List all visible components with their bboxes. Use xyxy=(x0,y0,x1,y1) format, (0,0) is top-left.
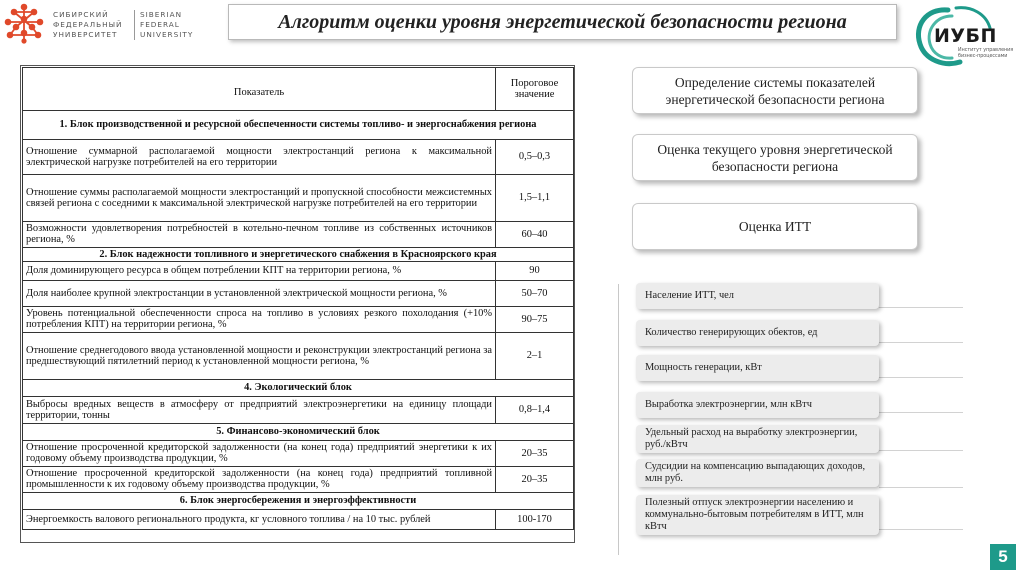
connector-line xyxy=(879,529,963,530)
sfu-name-ru: СИБИРСКИЙ ФЕДЕРАЛЬНЫЙ УНИВЕРСИТЕТ xyxy=(53,10,123,39)
row-value: 60–40 xyxy=(496,222,574,248)
slide-title-box xyxy=(228,4,897,40)
itt-item-generation-capacity xyxy=(636,355,879,381)
row-label: Энергоемкость валового регионального продукта, кг условного топлива / на 10 тыс. рублей xyxy=(23,509,496,529)
step-label: Оценка текущего уровня энергетической безопасности региона xyxy=(657,141,893,174)
row-value: 100-170 xyxy=(496,509,574,529)
page-number: 5 xyxy=(990,544,1016,570)
row-value: 20–35 xyxy=(496,466,574,492)
section-title: 2. Блок надежности топливного и энергетического снабжения в Красноярского края xyxy=(23,247,574,261)
itt-item-label: Судсидии на компенсацию выпадающих доходов, млн руб. xyxy=(645,461,866,484)
itt-item-generating-objects xyxy=(636,320,879,346)
table-section-row xyxy=(23,423,574,440)
itt-item-label: Удельный расход на выработку электроэнергии, руб./кВтч xyxy=(645,427,858,450)
itt-item-population xyxy=(636,283,879,309)
iubp-name: ИУБП xyxy=(934,25,997,47)
row-label: Отношение просроченной кредиторской задолженности (на конец года) предприятий топливной промышленности к их годовому объему производства продукции, % xyxy=(23,466,496,492)
table-section-row xyxy=(23,379,574,396)
itt-item-label: Количество генерирующих обектов, ед xyxy=(645,327,818,338)
table-row xyxy=(23,261,574,280)
section-title: 1. Блок производственной и ресурсной обеспеченности системы топливо- и энергоснабжения региона xyxy=(23,111,574,140)
header-threshold: Пороговое значение xyxy=(496,68,574,111)
itt-item-label: Полезный отпуск электроэнергии населению и коммунально-бытовым потребителям в ИТТ, млн кВтч xyxy=(645,497,864,532)
table-row xyxy=(23,509,574,529)
sfu-logo xyxy=(2,2,202,44)
row-value: 0,8–1,4 xyxy=(496,396,574,423)
step-label: Определение системы показателей энергетической безопасности региона xyxy=(665,74,885,107)
row-label: Отношение просроченной кредиторской задолженности (на конец года) предприятий энергетики к их годовому объему производства продукции, % xyxy=(23,440,496,466)
itt-item-useful-supply xyxy=(636,495,879,535)
itt-item-label: Выработка электроэнергии, млн кВтч xyxy=(645,399,812,410)
row-label: Отношение суммарной располагаемой мощности электростанций региона к максимальной электрической нагрузке потребителей на его территории xyxy=(23,140,496,175)
table-row xyxy=(23,466,574,492)
table-section-row xyxy=(23,492,574,509)
sfu-name-en: SIBERIAN FEDERAL UNIVERSITY xyxy=(140,10,194,39)
step-box-itt-assessment xyxy=(632,203,918,250)
section-title: 4. Экологический блок xyxy=(23,379,574,396)
row-value: 2–1 xyxy=(496,332,574,379)
step-label: Оценка ИТТ xyxy=(738,219,812,234)
connector-line xyxy=(879,307,963,308)
connector-line xyxy=(618,284,619,555)
connector-line xyxy=(879,412,963,413)
row-label: Отношение суммы располагаемой мощности электростанций и пропускной способности межсистемных связей региона с соседними к максимальной электрической нагрузке потребителей на его территории xyxy=(23,175,496,222)
table-section-row xyxy=(23,111,574,140)
row-value: 90–75 xyxy=(496,306,574,332)
section-title: 5. Финансово-экономический блок xyxy=(23,423,574,440)
table-row xyxy=(23,140,574,175)
table-row xyxy=(23,396,574,423)
logo-divider xyxy=(134,10,135,40)
table-row xyxy=(23,440,574,466)
indicator-table xyxy=(22,67,574,530)
itt-item-specific-cost xyxy=(636,425,879,453)
table-row xyxy=(23,222,574,248)
slide-title: Алгоритм оценки уровня энергетической безопасности региона xyxy=(278,10,847,33)
row-value: 50–70 xyxy=(496,280,574,306)
row-label: Отношение среднегодового ввода установленной мощности и реконструкции электростанций региона за предшествующий пятилетний период к установленной мощности региона, % xyxy=(23,332,496,379)
table-section-row xyxy=(23,247,574,261)
section-title: 6. Блок энергосбережения и энергоэффективности xyxy=(23,492,574,509)
row-label: Возможности удовлетворения потребностей в котельно-печном топливе из собственных источников региона, % xyxy=(23,222,496,248)
itt-item-subsidies xyxy=(636,459,879,487)
row-label: Доля доминирующего ресурса в общем потреблении КПТ на территории региона, % xyxy=(23,261,496,280)
itt-item-label: Население ИТТ, чел xyxy=(645,290,734,301)
iubp-logo xyxy=(912,4,1024,70)
row-label: Уровень потенциальной обеспеченности спроса на топливо в условиях резкого похолодания (+10% потребления КПТ) на территории региона, % xyxy=(23,306,496,332)
itt-item-electricity-output xyxy=(636,392,879,418)
iubp-subtitle: Институт управления бизнес-процессами xyxy=(958,48,1014,59)
row-value: 1,5–1,1 xyxy=(496,175,574,222)
connector-line xyxy=(879,342,963,343)
step-box-assess-level xyxy=(632,134,918,181)
row-value: 0,5–0,3 xyxy=(496,140,574,175)
table-row xyxy=(23,332,574,379)
row-value: 20–35 xyxy=(496,440,574,466)
table-row xyxy=(23,175,574,222)
header-indicator: Показатель xyxy=(23,68,496,111)
table-header-row xyxy=(23,68,574,111)
sfu-emblem-icon xyxy=(2,2,46,44)
connector-line xyxy=(879,450,963,451)
row-label: Доля наиболее крупной электростанции в установленной электрической мощности региона, % xyxy=(23,280,496,306)
table-row xyxy=(23,280,574,306)
step-box-define-indicators xyxy=(632,67,918,114)
connector-line xyxy=(879,377,963,378)
row-label: Выбросы вредных веществ в атмосферу от предприятий электроэнергетики на единицу площади территории, тонны xyxy=(23,396,496,423)
table-row xyxy=(23,306,574,332)
row-value: 90 xyxy=(496,261,574,280)
itt-item-label: Мощность генерации, кВт xyxy=(645,362,762,373)
connector-line xyxy=(879,487,963,488)
